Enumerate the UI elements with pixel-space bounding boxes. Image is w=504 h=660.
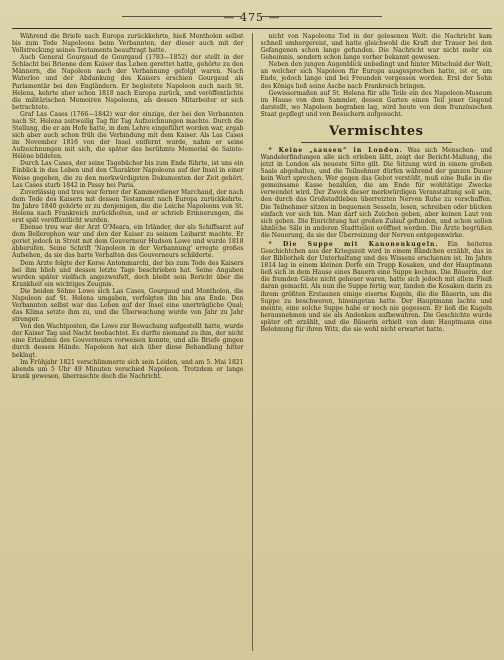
article-paragraph: Durch Las Cases, der seine Tagebücher bis zum Ende führte, ist uns ein Einblick in das Leben und den Charakter Napoleons auf der Insel in einer Weise gegeben, die zu den merkwürdigsten Dokumenten der Zeit gehört. Las Cases starb 1842 in Passy bei Paris. (12, 160, 244, 189)
article-paragraph: Gewissermaßen auf St. Helena für alle Teile ein des Napoleon-Museum im Hause von dem Sammler, dessen Garten einen Teil jener Gegend darstellt, wo Napoleon begraben lag, wird heute von dem französischen Staat gepflegt und von Besuchern aufgesucht. (260, 89, 492, 118)
page-number: — 475 — (223, 10, 281, 24)
section-title: Vermischtes (329, 123, 424, 139)
article-paragraph: Dem Arzte folgte der Korse Antommarchi, der bis zum Tode des Kaisers bei ihm blieb und dessen letzte Tage beschrieben hat. Seine Angaben wurden später vielfach angezweifelt, doch bleibt sein Bericht über die Krankheit ein wichtiges Zeugnis. (12, 259, 244, 288)
article-paragraph: Neben den jungen Augenblick unbedingt und hinter Mitschuld der Welt, an welcher sich Napoleon für Europa ausgesprochen hatte, ist er, am Ende, jedoch lange und bei Freunden vergessen worden. Erst der Sohn des Königs ließ seine Asche nach Frankreich bringen. (260, 61, 492, 90)
item-body: Ein heiteres Geschichtchen aus der Kriegszeit wird in einem Bändchen erzählt, das in der Bibliothek der Unterhaltung und des Wissens erschienen ist. Im Jahre 1814 lag in einem kleinen Dorfe ein Trupp Kosaken, und der Hauptmann ließ sich in dem Hause eines Bauern eine Suppe kochen. Die Bäuerin, der die fremden Gäste nicht geheuer waren, hatte sich jedoch mit allem Fleiß daran gemacht. Als nun die Suppe fertig war, fanden die Kosaken darin zu ihrem größten Erstaunen einige eiserne Kugeln, die die Bäuerin, um die Suppe zu beschweren, hineingetan hatte. Der Hauptmann lachte und meinte, eine solche Suppe habe er noch nie gegessen. Er ließ die Kugeln herausnehmen und sie als Andenken aufbewahren. Die Geschichte wurde später oft erzählt, und die Bäuerin erhielt von dem Hauptmann eine Belohnung für ihren Witz, die sie wohl nicht erwartet hatte. (260, 240, 492, 333)
section-rule (301, 142, 453, 143)
left-column (12, 33, 244, 651)
item-title: * Keine „sausen“ in London. (268, 146, 403, 154)
article-paragraph: Im Frühjahr 1821 verschlimmerte sich sein Leiden, und am 5. Mai 1821 abends um 5 Uhr 49 Minuten verschied Napoleon. Trotzdem er lange krank gewesen, überraschte doch die Nachricht. (12, 358, 244, 380)
columns (12, 33, 492, 651)
column-divider (252, 33, 253, 651)
article-paragraph: Graf Las Cases (1766—1842) war der einzige, der bei den Verbannten nach St. Helena zeitweilig Tag für Tag Aufzeichnungen machte. Durch die Stellung, die er am Hofe hatte, in dem Lehre eingeführt worden war, ergab sich aber auch schon früh die Verbindung mit dem Kaiser. Als Las Cases im November 1816 von der Insel entfernt wurde, nahm er seine Aufzeichnungen mit sich, die später das berühmte Memorial de Sainte-Hélène bildeten. (12, 110, 244, 161)
article-paragraph: Zuverlässig und treu war ferner der Kammerdiener Marchand, der nach dem Tode des Kaisers mit dessen Testament nach Europa zurückkehrte. Im Jahre 1840 gehörte er zu denjenigen, die die Leiche Napoleons von St. Helena nach Frankreich zurückholten, und er schrieb Erinnerungen, die erst spät veröffentlicht wurden. (12, 188, 244, 225)
miscellany-item (261, 147, 493, 239)
right-column (261, 33, 493, 651)
article-paragraph: Während die Briefe nach Europa zurückkehrte, hieß Montholon selbst bis zum Tode Napoleons beim Verbannten, der dieser auch mit der Vollstreckung seines Testaments beauftragt hatte. (12, 33, 244, 55)
miscellany-item (261, 241, 493, 333)
item-title: * Die Suppe mit Kanonenkugeln. (268, 240, 439, 248)
article-paragraph: nicht von Napoleons Tod in der gelesenen Welt: die Nachricht kam schnell umhergereist, und hatte gleichwohl die Kraft der Trauer bei den Gefangenen schon lange gefunden. Die Nachricht war nicht mehr ein Geheimnis, sondern schon lange vorher bekannt gewesen. (260, 33, 492, 62)
header-rule-left (122, 16, 242, 17)
article-paragraph: Die beiden Söhne Lowe sich Las Cases, Gourgaud und Montholon, die Napoleon auf St. Helena umgaben, verfolgten ihn bis ans Ende. Den Verbannten selbst war das Leben auf der Insel eine unerträgliche Qual; das Klima setzte ihm zu, und die Überwachung wurde von Jahr zu Jahr strenger. (12, 287, 244, 324)
header-rule-right (262, 16, 382, 17)
item-body: Was sich Menschen- und Wandelerfindungen alle sich erleben läßt, zeigt der Bericht-Maßung, die jetzt in London als neueste Sitte gilt. Die Sitzung wird in einem großen Saale abgehalten, und die Teilnehmer dürfen während der ganzen Dauer kein Wort sprechen. Wer gegen das Gebot verstößt, muß eine Buße in die gemeinsame Kasse bezahlen, die am Ende für wohltätige Zwecke verwendet wird. Der Zweck dieser merkwürdigen Veranstaltung soll sein, den durch das Großstadtleben überreizten Nerven Ruhe zu verschaffen. Die Teilnehmer sitzen in bequemen Sesseln, lesen, schreiben oder blicken einfach vor sich hin. Man darf sich Zeichen geben, aber keinen Laut von sich geben. Die Einrichtung hat großen Zulauf gefunden, und schon sollen ähnliche Säle in anderen Stadtteilen eröffnet werden. Die Ärzte begrüßen die Neuerung, da sie der Überreizung der Nerven entgegenwirke. (260, 146, 492, 239)
article-paragraph: Von den Wachtposten, die Lowe zur Bewachung aufgestellt hatte, wurde der Kaiser Tag und Nacht beobachtet. Es durfte niemand zu ihm, der nicht eine Erlaubnis des Gouverneurs vorweisen konnte, und alle Briefe gingen durch dessen Hände. Napoleon hat sich über diese Behandlung bitter beklagt. (12, 323, 244, 359)
page-header (12, 6, 492, 29)
article-paragraph: Ebenso treu war der Arzt O'Meara, ein Irländer, der als Schiffsarzt auf dem Bellerophon war und den der Kaiser zu seinem Leibarzt machte. Er geriet jedoch in Streit mit dem Gouverneur Hudson Lowe und wurde 1818 abberufen. Seine Schrift 'Napoleon in der Verbannung' erregte großes Aufsehen, da sie das harte Verhalten des Gouverneurs schilderte. (12, 224, 244, 260)
miscellany-items (261, 147, 493, 333)
article-paragraph: Auch General Gourgaud de Gourgaud (1783—1852) der stellt in der Schlacht bei Brienne dem Kaiser das Leben gerettet hatte, gehörte zu den Männern, die Napoleon nach der Verbannung gefolgt waren. Nach Waterloo und der Abdankung des Kaisers erschien Gourgaud als Parlamentär bei den Engländern. Er begleitete Napoleon auch nach St. Helena, kehrte aber schon 1818 nach Europa zurück, und veröffentlichte die militärischen Memoiren Napoleons, als dessen Mitarbeiter er sich betrachtete. (12, 54, 244, 111)
right-column-top-text (261, 33, 493, 118)
